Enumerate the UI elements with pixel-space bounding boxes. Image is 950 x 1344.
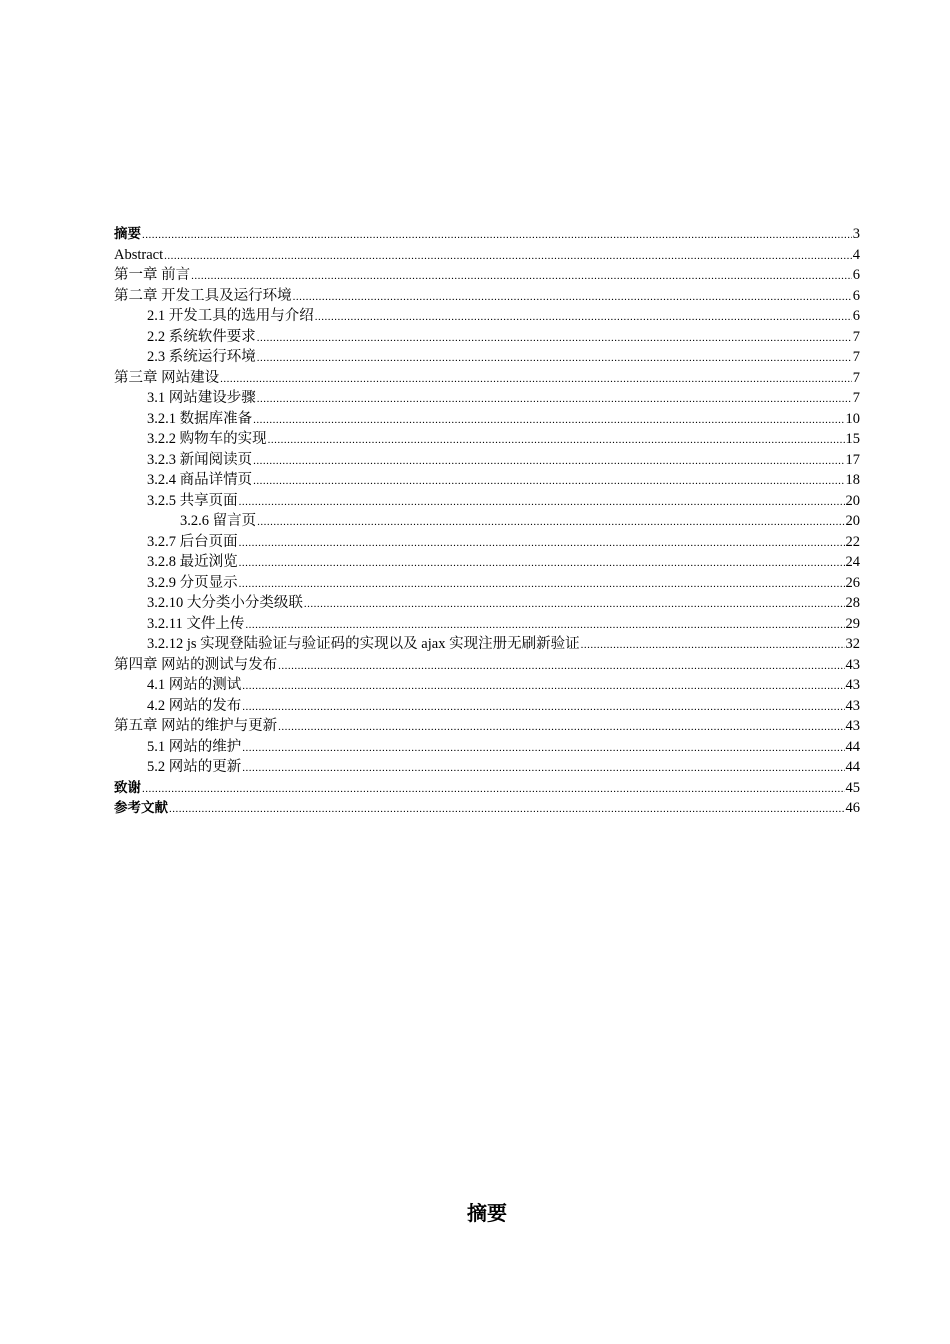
- toc-entry-page-number: 43: [845, 656, 860, 673]
- toc-dot-leader: [239, 532, 845, 553]
- toc-entry[interactable]: [114, 511, 860, 532]
- toc-entry[interactable]: [114, 409, 860, 430]
- toc-dot-leader: [257, 388, 852, 409]
- toc-entry-title: 2.1 开发工具的选用与介绍: [147, 308, 314, 324]
- toc-entry[interactable]: [114, 573, 860, 594]
- toc-dot-leader: [164, 245, 852, 266]
- toc-entry-title: 4.1 网站的测试: [147, 677, 242, 693]
- toc-entry-title: 3.2.4 商品详情页: [147, 472, 253, 488]
- toc-entry-page-number: 43: [845, 677, 860, 693]
- toc-dot-leader: [257, 511, 844, 532]
- toc-entry-title: 2.2 系统软件要求: [147, 328, 256, 345]
- toc-entry-title: 第一章 前言: [114, 267, 191, 283]
- toc-entry[interactable]: [114, 798, 860, 819]
- toc-dot-leader: [253, 409, 844, 430]
- toc-dot-leader: [245, 614, 844, 635]
- toc-entry-page-number: 24: [845, 554, 860, 570]
- toc-entry[interactable]: [114, 593, 860, 614]
- toc-entry-title: 第二章 开发工具及运行环境: [114, 287, 292, 304]
- toc-entry-page-number: 20: [845, 492, 860, 509]
- toc-entry-title: Abstract: [114, 246, 164, 263]
- toc-entry-title: 3.2.9 分页显示: [147, 574, 238, 591]
- toc-entry-page-number: 44: [845, 759, 860, 775]
- toc-entry-title: 第三章 网站建设: [114, 369, 220, 386]
- toc-entry-title: 3.2.11 文件上传: [147, 615, 245, 632]
- toc-entry-page-number: 43: [845, 718, 860, 734]
- toc-dot-leader: [242, 696, 844, 717]
- toc-entry-title: 3.1 网站建设步骤: [147, 390, 256, 406]
- toc-entry[interactable]: [114, 347, 860, 368]
- toc-dot-leader: [268, 429, 845, 450]
- toc-entry-title: 3.2.2 购物车的实现: [147, 431, 267, 447]
- toc-entry-page-number: 7: [852, 349, 860, 365]
- toc-entry-page-number: 4: [852, 246, 860, 263]
- toc-entry-page-number: 6: [852, 308, 860, 324]
- toc-dot-leader: [315, 306, 852, 327]
- toc-entry-page-number: 10: [845, 410, 860, 427]
- toc-dot-leader: [169, 798, 845, 819]
- toc-entry-page-number: 18: [845, 472, 860, 488]
- toc-dot-leader: [293, 286, 852, 307]
- abstract-heading: 摘要: [467, 1201, 507, 1225]
- toc-entry[interactable]: [114, 552, 860, 573]
- toc-entry-title: 第五章 网站的维护与更新: [114, 718, 278, 734]
- toc-entry[interactable]: [114, 696, 860, 717]
- toc-entry-page-number: 7: [852, 369, 860, 386]
- toc-entry-page-number: 28: [845, 595, 860, 611]
- toc-entry-title: 3.2.3 新闻阅读页: [147, 451, 253, 468]
- toc-entry-page-number: 20: [845, 513, 860, 529]
- toc-dot-leader: [239, 491, 845, 512]
- toc-dot-leader: [239, 573, 845, 594]
- toc-entry[interactable]: [114, 245, 860, 266]
- toc-entry-title: 3.2.10 大分类小分类级联: [147, 595, 303, 611]
- toc-entry[interactable]: [114, 388, 860, 409]
- toc-entry[interactable]: [114, 675, 860, 696]
- toc-dot-leader: [191, 265, 852, 286]
- toc-entry[interactable]: [114, 757, 860, 778]
- toc-entry[interactable]: [114, 737, 860, 758]
- toc-entry[interactable]: [114, 614, 860, 635]
- toc-entry-page-number: 46: [845, 800, 860, 816]
- toc-entry-page-number: 45: [845, 779, 860, 796]
- toc-entry-title: 摘要: [114, 226, 141, 242]
- toc-entry[interactable]: [114, 491, 860, 512]
- toc-dot-leader: [257, 347, 852, 368]
- toc-entry-page-number: 26: [845, 574, 860, 591]
- toc-dot-leader: [242, 737, 844, 758]
- toc-entry-page-number: 32: [845, 636, 860, 652]
- toc-dot-leader: [257, 327, 852, 348]
- toc-entry[interactable]: [114, 634, 860, 655]
- toc-entry-page-number: 44: [845, 738, 860, 755]
- toc-entry-page-number: 15: [845, 431, 860, 447]
- toc-entry-page-number: 3: [852, 226, 860, 242]
- toc-entry[interactable]: [114, 532, 860, 553]
- toc-dot-leader: [142, 224, 852, 245]
- toc-dot-leader: [253, 450, 844, 471]
- toc-entry-title: 5.1 网站的维护: [147, 738, 242, 755]
- toc-entry-page-number: 7: [852, 390, 860, 406]
- toc-entry-page-number: 6: [852, 287, 860, 304]
- toc-entry-page-number: 29: [845, 615, 860, 632]
- toc-entry-title: 3.2.12 js 实现登陆验证与验证码的实现以及 ajax 实现注册无刷新验证: [147, 636, 580, 652]
- toc-dot-leader: [242, 757, 844, 778]
- toc-entry-title: 5.2 网站的更新: [147, 759, 242, 775]
- toc-dot-leader: [142, 778, 845, 799]
- toc-entry[interactable]: [114, 224, 860, 245]
- toc-entry-page-number: 7: [852, 328, 860, 345]
- toc-entry[interactable]: [114, 716, 860, 737]
- toc-entry[interactable]: [114, 470, 860, 491]
- toc-entry[interactable]: [114, 450, 860, 471]
- toc-entry-title: 4.2 网站的发布: [147, 697, 242, 714]
- toc-entry-title: 3.2.7 后台页面: [147, 533, 238, 550]
- toc-dot-leader: [242, 675, 844, 696]
- toc-entry[interactable]: [114, 368, 860, 389]
- toc-dot-leader: [278, 716, 844, 737]
- toc-entry-title: 3.2.1 数据库准备: [147, 410, 253, 427]
- toc-entry-title: 参考文献: [114, 800, 168, 816]
- toc-entry[interactable]: [114, 778, 860, 799]
- toc-entry[interactable]: [114, 429, 860, 450]
- toc-dot-leader: [581, 634, 845, 655]
- toc-entry-title: 3.2.6 留言页: [180, 513, 257, 529]
- toc-dot-leader: [278, 655, 844, 676]
- toc-entry-page-number: 43: [845, 697, 860, 714]
- toc-entry-title: 第四章 网站的测试与发布: [114, 656, 278, 673]
- toc-entry-page-number: 22: [845, 533, 860, 550]
- toc-dot-leader: [304, 593, 845, 614]
- table-of-contents: [114, 224, 860, 819]
- toc-entry[interactable]: [114, 306, 860, 327]
- toc-entry-title: 3.2.8 最近浏览: [147, 554, 238, 570]
- toc-entry-title: 致谢: [114, 779, 141, 796]
- toc-entry[interactable]: [114, 286, 860, 307]
- toc-dot-leader: [239, 552, 845, 573]
- toc-dot-leader: [220, 368, 852, 389]
- toc-entry-title: 2.3 系统运行环境: [147, 349, 256, 365]
- toc-entry[interactable]: [114, 655, 860, 676]
- toc-entry-title: 3.2.5 共享页面: [147, 492, 238, 509]
- toc-entry[interactable]: [114, 327, 860, 348]
- toc-dot-leader: [253, 470, 844, 491]
- toc-entry-page-number: 17: [845, 451, 860, 468]
- toc-entry-page-number: 6: [852, 267, 860, 283]
- toc-entry[interactable]: [114, 265, 860, 286]
